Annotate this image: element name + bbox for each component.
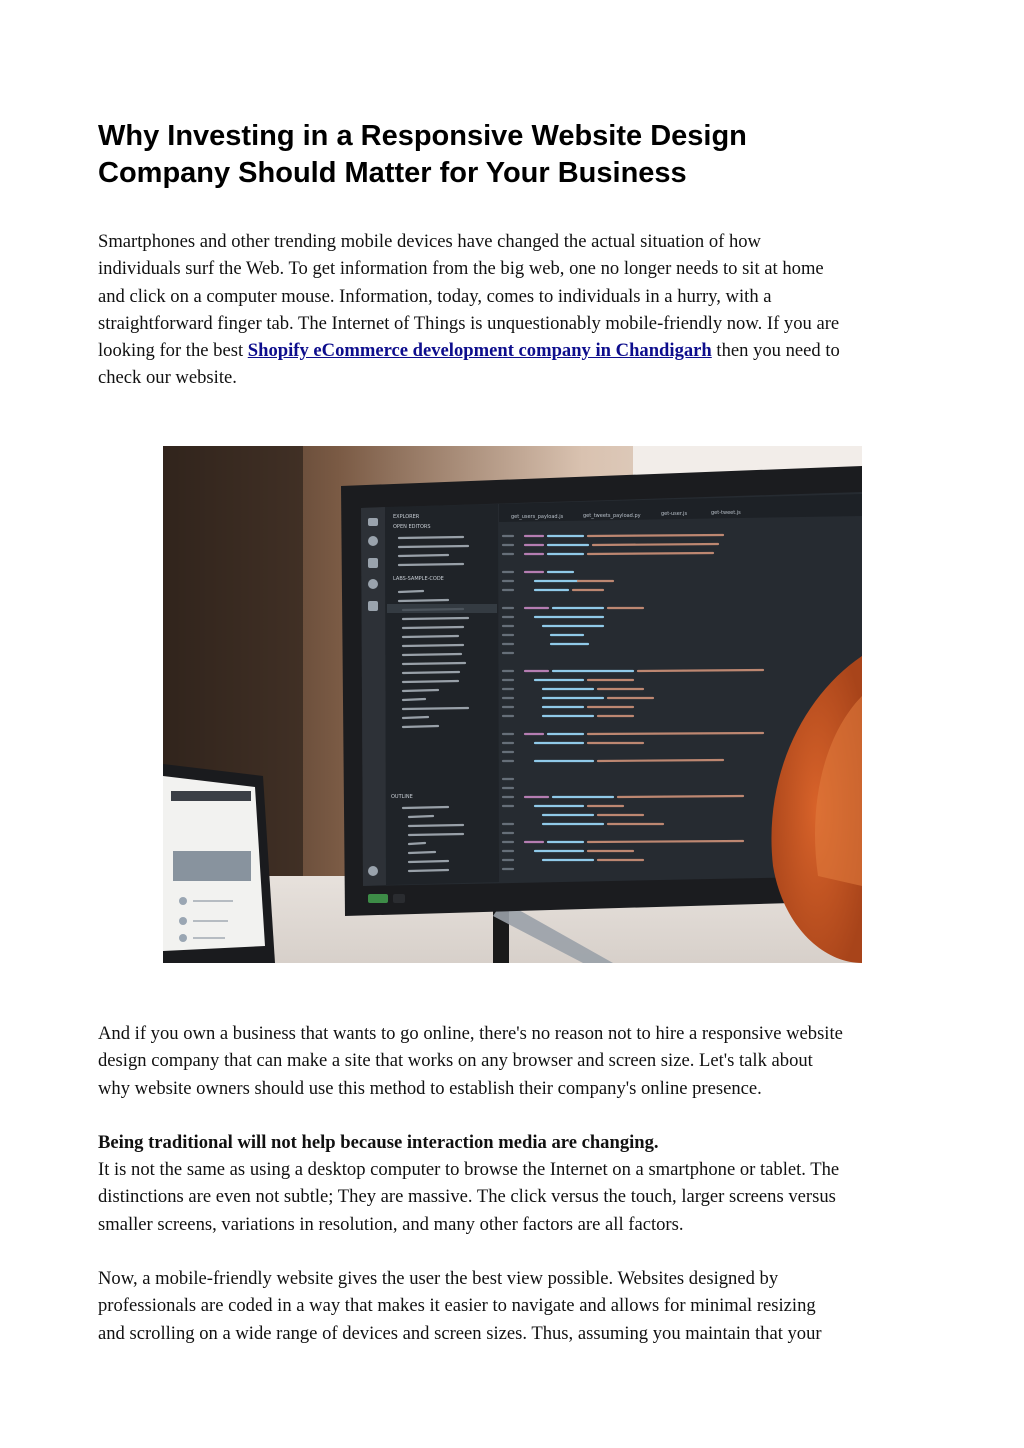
title-line: Why Investing in a Responsive Website Design bbox=[98, 120, 747, 152]
text-line: check our website. bbox=[98, 367, 237, 389]
paragraph-3 bbox=[98, 1156, 938, 1238]
editor-tab: get-tweet.js bbox=[711, 510, 741, 516]
text-line: And if you own a business that wants to go online, there's no reason not to hire a responsive website bbox=[98, 1023, 843, 1044]
link-line-after: then you need to bbox=[711, 340, 840, 362]
paragraph-4 bbox=[98, 1265, 938, 1347]
heading-text: Being traditional will not help because interaction media are changing. bbox=[98, 1132, 659, 1153]
text-line: design company that can make a site that works on any browser and screen size. Let's talk about bbox=[98, 1050, 813, 1072]
text-line: It is not the same as using a desktop computer to browse the Internet on a smartphone or tablet. The bbox=[98, 1159, 840, 1180]
section-heading bbox=[98, 1129, 938, 1156]
open-editors-label: OPEN EDITORS bbox=[393, 524, 431, 530]
monitor-code-editor-photo bbox=[163, 446, 862, 963]
link-line-before: looking for the best bbox=[98, 340, 248, 362]
text-line: why website owners should use this method to establish their company's online presence. bbox=[98, 1077, 762, 1099]
paragraph-2 bbox=[98, 1020, 938, 1102]
text-line: individuals surf the Web. To get information from the big web, one no longer needs to sit at home bbox=[98, 258, 824, 280]
outline-label: OUTLINE bbox=[391, 794, 413, 800]
shopify-development-link[interactable]: Shopify eCommerce development company in Chandigarh bbox=[247, 340, 712, 362]
text-line: straightforward finger tab. The Internet of Things is unquestionably mobile-friendly now. If you are bbox=[98, 312, 840, 334]
project-label: LABS-SAMPLE-CODE bbox=[393, 576, 444, 582]
text-line: and click on a computer mouse. Information, today, comes to individuals in a hurry, with a bbox=[98, 285, 772, 307]
text-line bbox=[98, 337, 938, 364]
editor-tab: get-user.js bbox=[661, 511, 688, 517]
text-line: smaller screens, variations in resolution, and many other factors are all factors. bbox=[98, 1213, 684, 1235]
text-line: Now, a mobile-friendly website gives the user the best view possible. Websites designed by bbox=[98, 1268, 779, 1289]
text-line: professionals are coded in a way that makes it easier to navigate and allows for minimal resizing bbox=[98, 1295, 816, 1317]
intro-paragraph bbox=[98, 228, 938, 392]
article-title bbox=[98, 118, 938, 192]
text-line: distinctions are even not subtle; They are massive. The click versus the touch, larger screens versus bbox=[98, 1186, 836, 1208]
text-line: Smartphones and other trending mobile devices have changed the actual situation of how bbox=[98, 231, 761, 252]
explorer-label: EXPLORER bbox=[393, 514, 420, 520]
editor-tab: get_tweets_payload.py bbox=[583, 513, 641, 519]
title-line: Company Should Matter for Your Business bbox=[98, 157, 687, 189]
text-line: and scrolling on a wide range of devices and screen sizes. Thus, assuming you maintain that your bbox=[98, 1322, 822, 1344]
editor-tab: get_users_payload.js bbox=[511, 514, 564, 520]
